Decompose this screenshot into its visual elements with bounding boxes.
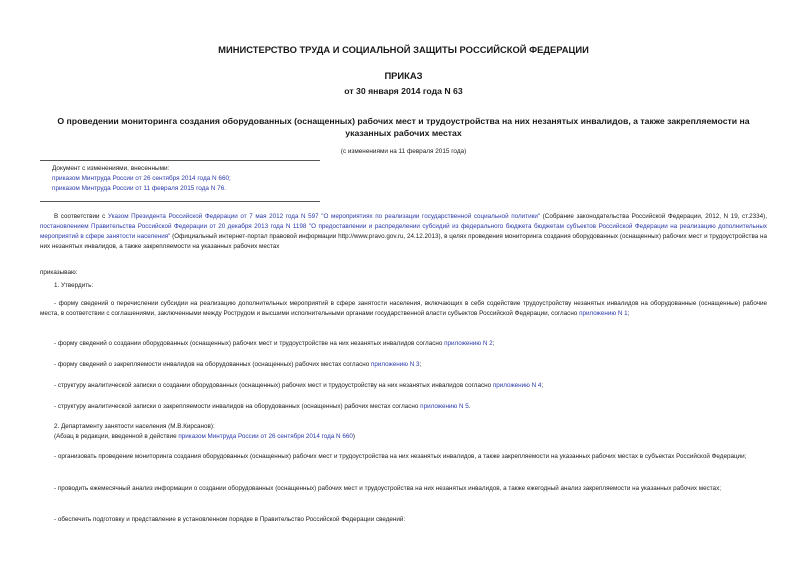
task-2-paragraph [40,484,767,494]
resolution-1198-link[interactable]: постановлением Правительства Российской Федерации от 20 декабря 2013 года N 1198 "О предоставлении и распределении субсидий из федерального бюджета бюджетам субъектов Российской Федерации на реализацию дополнительных мероприятий в сфере занятости населения" [40,223,767,240]
task-1-text: - организовать проведение мониторинга создания оборудованных (оснащенных) рабочих мест и трудоустройства на них незанятых инвалидов, а также закрепляемости на указанных рабочих местах в субъектах Российской Федерации; [54,453,747,460]
preamble-mid1: (Собрание законодательства Российской Федерации, 2012, N 19, ст.2334), [540,213,767,220]
task-2-text: - проводить ежемесячный анализ информации о создании оборудованных (оснащенных) рабочих мест и трудоустройства на них незанятых инвалидов, а также ежегодный анализ закрепляемости на указанных рабочих местах; [54,485,721,492]
item-2: 2. Департаменту занятости населения (М.В.Кирсанов): [54,423,215,430]
form-5-paragraph: - структуру аналитической записки о закрепляемости инвалидов на оборудованных (оснащенных) рабочих местах согласно приложению N 5. [54,403,471,410]
task-3-text: - обеспечить подготовку и представление в установленном порядке в Правительство Российской Федерации сведений: [54,516,406,523]
order-title: О проведении мониторинга создания оборудованных (оснащенных) рабочих мест и трудоустройства на них незанятых инвалидов, а также закрепляемости на указанных рабочих местах [57,116,750,138]
form-2-text: - форму сведений о создании оборудованных (оснащенных) рабочих мест и трудоустройстве на них незанятых инвалидов согласно [54,340,445,347]
changes-box [52,164,231,194]
form-5-text: - структуру аналитической записки о закрепляемости инвалидов на оборудованных (оснащенных) рабочих местах согласно [54,403,421,410]
preamble-prefix: В соответствии с [54,213,108,220]
divider-bottom [40,201,320,202]
decree-word: приказываю: [40,269,78,276]
task-3-paragraph [40,515,767,525]
form-3-paragraph: - форму сведений о закрепляемости инвалидов на оборудованных (оснащенных) рабочих местах согласно приложению N 3; [54,361,422,368]
changes-note: (с изменениями на 11 февраля 2015 года) [340,148,467,155]
appendix-4-link[interactable]: приложению N 4 [492,382,542,389]
appendix-2-link[interactable]: приложению N 2 [444,340,493,347]
amendment-link-660[interactable]: приказом Минтруда России от 26 сентября 2014 года N 660; [52,175,231,182]
amendment-link-76[interactable]: приказом Минтруда России от 11 февраля 2015 года N 76. [52,185,227,192]
order-660-link[interactable]: приказом Минтруда России от 26 сентября 2014 года N 660 [178,433,353,440]
item-2-note-prefix: (Абзац в редакции, введенной в действие [54,433,179,440]
item-2-note: (Абзац в редакции, введенной в действие приказом Минтруда России от 26 сентября 2014 года N 660) [54,433,355,440]
changes-intro: Документ с изменениями, внесенными: [52,165,170,172]
decree-597-link[interactable]: Указом Президента Российской Федерации от 7 мая 2012 года N 597 "О мероприятиях по реализации государственной социальной политики" [107,213,541,220]
form-1-text: - форму сведений о перечислении субсидии на реализацию дополнительных мероприятий в сфере занятости населения, включающих в себя содействие трудоустройству незанятых инвалидов на оборудованные (оснащенные) рабочие места, в соответствии с соглашениями, заключенными между Рострудом и высшими исполнительными органами государственной власти субъектов Российской Федерации, согласно [40,300,767,317]
order-label: ПРИКАЗ [384,70,423,81]
appendix-3-link[interactable]: приложению N 3 [370,361,420,368]
order-date: от 30 января 2014 года N 63 [344,86,463,96]
preamble-paragraph [40,212,767,252]
item-1: 1. Утвердить: [54,282,94,289]
form-1-paragraph: - форму сведений о перечислении субсидии на реализацию дополнительных мероприятий в сфере занятости населения, включающих в себя содействие трудоустройству незанятых инвалидов на оборудованные (оснащенные) рабочие места, в соответствии с соглашениями, заключенными между Рострудом и высшими исполнительными органами государственной власти субъектов Российской Федерации, согласно приложению N 1; [40,300,767,317]
form-2-paragraph: - форму сведений о создании оборудованных (оснащенных) рабочих мест и трудоустройстве на них незанятых инвалидов согласно приложению N 2; [54,340,495,347]
form-3-text: - форму сведений о закрепляемости инвалидов на оборудованных (оснащенных) рабочих местах согласно [54,361,371,368]
task-1-paragraph [40,452,767,462]
divider-top [40,160,320,161]
form-4-paragraph: - структуру аналитической записки о создании оборудованных (оснащенных) рабочих мест и трудоустройству на них незанятых инвалидов согласно приложению N 4; [54,382,544,389]
ministry-heading: МИНИСТЕРСТВО ТРУДА И СОЦИАЛЬНОЙ ЗАЩИТЫ РОССИЙСКОЙ ФЕДЕРАЦИИ [218,44,589,55]
preamble-mid2: (Официальный интернет-портал правовой информации http://www.pravo.gov.ru, 24.12.2013), в целях проведения мониторинга создания оборудованных (оснащенных) рабочих мест и трудоустройства на них незанятых инвалидов, а также закрепляемости на указанных рабочих местах [40,233,767,250]
appendix-1-link[interactable]: приложению N 1 [579,310,628,317]
form-4-text: - структуру аналитической записки о создании оборудованных (оснащенных) рабочих мест и трудоустройству на них незанятых инвалидов согласно [54,382,493,389]
appendix-5-link[interactable]: приложению N 5 [420,403,469,410]
